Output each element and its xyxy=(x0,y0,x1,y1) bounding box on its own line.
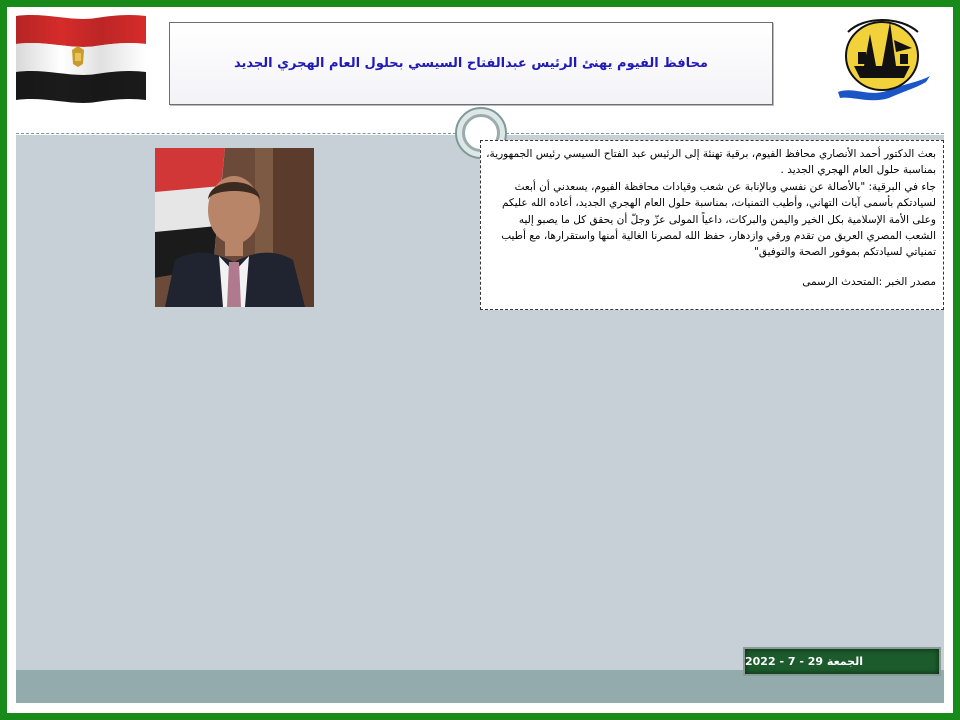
header-divider-right xyxy=(506,133,944,134)
header-divider-left xyxy=(16,133,456,134)
article-paragraph: بعث الدكتور أحمد الأنصاري محافظ الفيوم، برقية تهنئة إلى الرئيس عبد الفتاح السيسي رئيس الجمهورية، بمناسبة حلول العام الهجري الجديد . xyxy=(486,148,936,177)
governorate-logo xyxy=(834,12,932,104)
headline-box xyxy=(169,22,773,105)
article-paragraph: جاء في البرقية: "بالأصالة عن نفسي وبالإنابة عن شعب وقيادات محافظة الفيوم، يسعدني أن أبعث لسيادتكم بأسمى آيات التهاني، وأطيب التمنيات، بمناسبة حلول العام الهجري الجديد، أعاده الله عليكم وعلى الأمة الإسلامية بكل الخير واليمن والبركات، داعياً المولى عزّ وجلّ أن يحقق كل ما يصبو إليه الشعب المصري العريق من تقدم ورقي وازدهار، حفظ الله لمصرنا الغالية أمنها واستقرارها، مع أطيب تمنياتي لسيادتكم بموفور الصحة والتوفيق" xyxy=(501,180,936,259)
president-photo xyxy=(155,148,314,307)
date-text: الجمعة 29 - 7 - 2022 xyxy=(745,655,863,668)
date-badge xyxy=(743,647,941,676)
article-source: مصدر الخبر :المتحدث الرسمى xyxy=(802,275,936,288)
eagle-emblem-icon xyxy=(72,46,84,67)
egypt-flag-image xyxy=(16,12,146,104)
headline: محافظ الفيوم يهنئ الرئيس عبدالفتاح السيسي بحلول العام الهجري الجديد xyxy=(234,56,708,71)
article-body xyxy=(480,140,944,310)
